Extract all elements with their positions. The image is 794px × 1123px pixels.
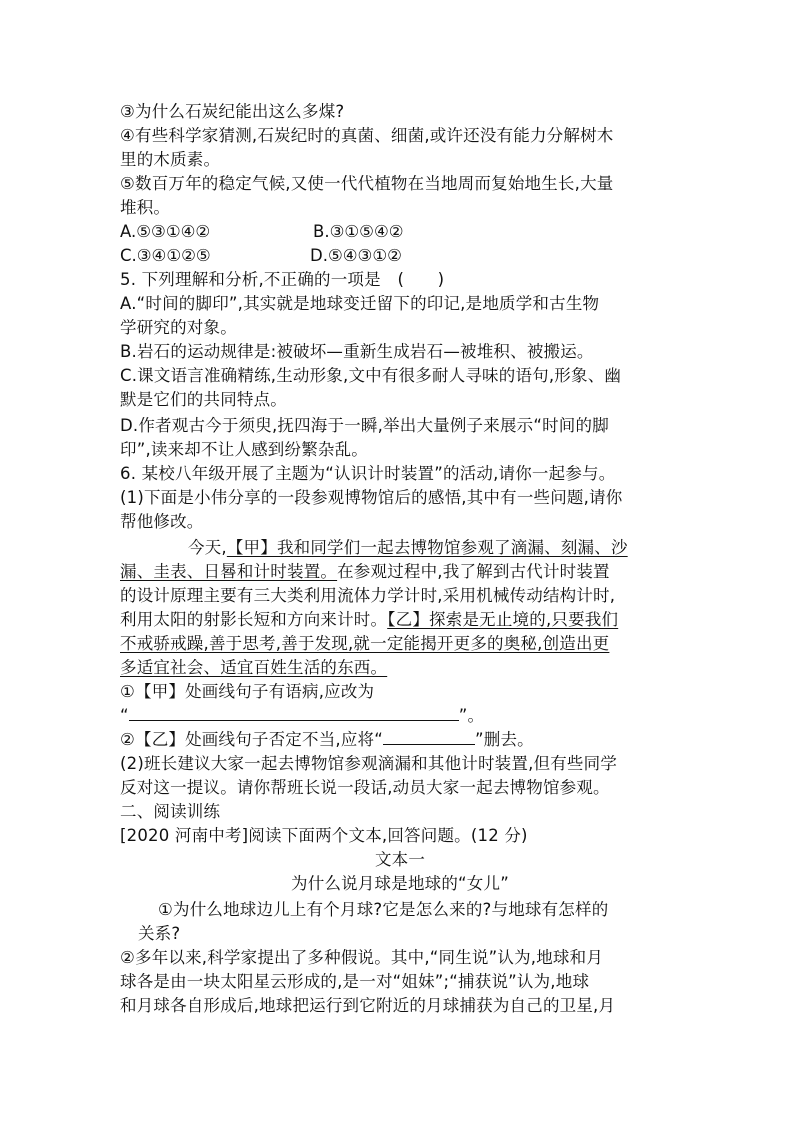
underlined-sentence-jia: 【甲】我和同学们一起去博物馆参观了滴漏、刻漏、沙 (226, 538, 628, 557)
q6-part2-line1: (2)班长建议大家一起去博物馆参观滴漏和其他计时装置,但有些同学 (120, 754, 618, 773)
q6-passage-line6: 多适宜社会、适宜百姓生活的东西。 (120, 658, 388, 677)
q6-sub1: ①【甲】处画线句子有语病,应改为 (120, 682, 375, 701)
q6-passage-line5: 不戒骄戒躁,善于思考,善于发现,就一定能揭开更多的奥秘,创造出更 (120, 634, 610, 653)
q6-stem: 6. 某校八年级开展了主题为“认识计时装置”的活动,请你一起参与。 (120, 464, 616, 483)
q4-item-3: ③为什么石炭纪能出这么多煤? (120, 102, 345, 121)
answer-blank-jia[interactable] (129, 704, 459, 721)
q4-item-5-line1: ⑤数百万年的稳定气候,又使一代代植物在当地周而复始地生长,大量 (120, 174, 614, 193)
passage-intro: 今天, (188, 538, 227, 557)
q6-sub2 (120, 728, 680, 751)
q4-item-4-line1: ④有些科学家猜测,石炭纪时的真菌、细菌,或许还没有能力分解树木 (120, 126, 614, 145)
open-quote: “ (120, 706, 129, 725)
reading-intro: [2020 河南中考]阅读下面两个文本,回答问题。(12 分) (120, 826, 528, 845)
text1-title: 为什么说月球是地球的“女儿” (291, 874, 509, 893)
passage-line2-rest: 在参观过程中,我了解到古代计时装置 (337, 562, 610, 581)
q5-option-a-line2: 学研究的对象。 (120, 318, 237, 337)
q6-passage-line2 (120, 560, 680, 583)
q5-option-c-line2: 默是它们的共同特点。 (120, 390, 287, 409)
q6-part1-line1: (1)下面是小伟分享的一段参观博物馆后的感悟,其中有一些问题,请你 (120, 488, 623, 507)
text1-para2-line3: 和月球各自形成后,地球把运行到它附近的月球捕获为自己的卫星,月 (120, 996, 616, 1015)
q5-option-b: B.岩石的运动规律是:被破坏—重新生成岩石—被堆积、被搬运。 (120, 342, 594, 361)
q5-option-a-line1: A.“时间的脚印”,其实就是地球变迁留下的印记,是地质学和古生物 (120, 294, 600, 313)
q4-item-4-line2: 里的木质素。 (120, 150, 221, 169)
q6-passage-line4 (120, 608, 680, 631)
q4-option-d: D.⑤④③①② (310, 246, 402, 265)
text1-para2-line1: ②多年以来,科学家提出了多种假说。其中,“同生说”认为,地球和月 (120, 948, 604, 967)
answer-blank-yi[interactable] (383, 728, 475, 745)
text1-para1-line1: ①为什么地球边儿上有个月球?它是怎么来的?与地球有怎样的 (158, 900, 609, 919)
text1-para1-line2: 关系? (138, 924, 181, 943)
q6-passage-line3: 的设计原理主要有三大类利用流体力学计时,采用机械传动结构计时, (120, 586, 616, 605)
text1-para2-line2: 球各是由一块太阳星云形成的,是一对“姐妹”;“捕获说”认为,地球 (120, 972, 590, 991)
q6-sub1-answer-line (120, 704, 680, 727)
q6-part1-line2: 帮他修改。 (120, 512, 204, 531)
sub2-pre: ②【乙】处画线句子否定不当,应将“ (120, 730, 383, 749)
underlined-sentence-jia-cont: 漏、圭表、日晷和计时装置。 (120, 562, 338, 581)
q5-option-d-line1: D.作者观古今于须臾,抚四海于一瞬,举出大量例子来展示“时间的脚 (120, 416, 609, 435)
q6-passage-line1 (120, 536, 680, 559)
section-heading: 二、阅读训练 (120, 802, 221, 821)
q5-option-d-line2: 印”,读来却不让人感到纷繁杂乱。 (120, 440, 368, 459)
q4-option-b: B.③①⑤④② (313, 222, 404, 241)
q4-option-c: C.③④①②⑤ (120, 246, 211, 265)
underlined-sentence-yi: 【乙】探索是无止境的,只要我们 (387, 610, 619, 629)
text1-label: 文本一 (374, 850, 426, 869)
q4-item-5-line2: 堆积。 (120, 198, 171, 217)
sub2-post: ”删去。 (475, 730, 534, 749)
q4-option-a: A.⑤③①④② (120, 222, 211, 241)
q5-stem: 5. 下列理解和分析,不正确的一项是 ( ) (120, 270, 445, 289)
q5-option-c-line1: C.课文语言准确精练,生动形象,文中有很多耐人寻味的语句,形象、幽 (120, 366, 622, 385)
passage-line4-pre: 利用太阳的射影长短和方向来计时。 (120, 610, 388, 629)
close-quote: ”。 (458, 706, 485, 725)
q6-part2-line2: 反对这一提议。请你帮班长说一段话,动员大家一起去博物馆参观。 (120, 778, 610, 797)
